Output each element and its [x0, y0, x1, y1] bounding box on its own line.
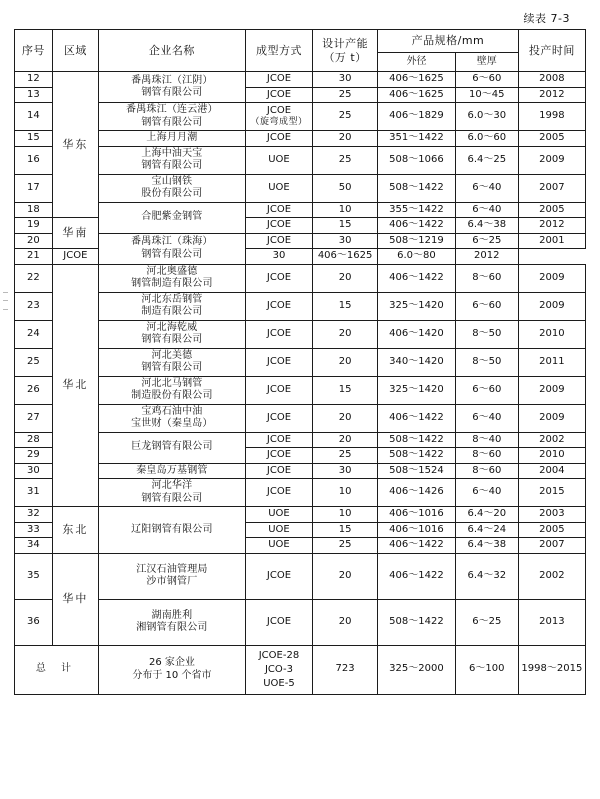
header-region: 区域 — [52, 30, 98, 72]
cell-start-year: 2011 — [518, 348, 585, 376]
cell-company: 番禺珠江（江阴） 钢管有限公司 — [98, 72, 245, 103]
cell-start-year: 2007 — [518, 538, 585, 554]
cell-no: 25 — [15, 348, 53, 376]
table-header-row — [15, 30, 586, 53]
cell-outer-diameter: 406～1422 — [378, 553, 456, 599]
header-wall-thickness: 壁厚 — [455, 53, 518, 72]
cell-no: 36 — [15, 599, 53, 645]
cell-forming: UOE — [245, 538, 312, 554]
cell-no: 31 — [15, 479, 53, 507]
cell-forming: JCOE — [245, 479, 312, 507]
table-row — [15, 202, 586, 218]
cell-no: 18 — [15, 202, 53, 218]
cell-no: 33 — [15, 522, 53, 538]
cell-company: 江汉石油管理局 沙市钢管厂 — [98, 553, 245, 599]
cell-outer-diameter: 406～1422 — [378, 218, 456, 234]
cell-wall-thickness: 6.0～80 — [378, 249, 456, 265]
cell-company: 湖南胜利 湘钢管有限公司 — [98, 599, 245, 645]
cell-outer-diameter: 406～1625 — [378, 72, 456, 88]
table-row — [15, 320, 586, 348]
cell-company: 河北北马钢管 制造股份有限公司 — [98, 376, 245, 404]
cell-start-year: 2015 — [518, 479, 585, 507]
cell-start-year: 2005 — [518, 131, 585, 147]
cell-company: 巨龙钢管有限公司 — [98, 432, 245, 463]
cell-no: 35 — [15, 553, 53, 599]
cell-forming: JCOE — [245, 202, 312, 218]
total-label: 总 计 — [15, 645, 99, 694]
header-spec-group: 产品规格/mm — [378, 30, 519, 53]
header-outer-diameter: 外径 — [378, 53, 456, 72]
header-no: 序号 — [15, 30, 53, 72]
cell-no: 34 — [15, 538, 53, 554]
cell-company: 河北美德 钢管有限公司 — [98, 348, 245, 376]
cell-company: 番禺珠江（连云港） 钢管有限公司 — [98, 103, 245, 131]
cell-wall-thickness: 8～50 — [455, 320, 518, 348]
cell-region: 东北 — [52, 507, 98, 554]
cell-capacity: 30 — [313, 463, 378, 479]
table-row — [15, 233, 586, 249]
cell-start-year: 2009 — [518, 376, 585, 404]
header-capacity: 设计产能（万 t） — [313, 30, 378, 72]
table-row — [15, 479, 586, 507]
table-row — [15, 292, 586, 320]
cell-wall-thickness: 6.4～24 — [455, 522, 518, 538]
table-row — [15, 553, 586, 599]
cell-region: 华北 — [52, 264, 98, 507]
cell-start-year: 2001 — [518, 233, 585, 249]
cell-no: 20 — [15, 233, 53, 249]
cell-outer-diameter: 325～1420 — [378, 292, 456, 320]
cell-outer-diameter: 508～1422 — [378, 174, 456, 202]
total-forming: JCOE-28 JCO-3 UOE-5 — [245, 645, 312, 694]
cell-wall-thickness: 6.0～30 — [455, 103, 518, 131]
cell-forming: JCOE — [245, 376, 312, 404]
cell-region: 华南 — [52, 218, 98, 249]
table-row — [15, 404, 586, 432]
cell-capacity: 25 — [313, 538, 378, 554]
cell-region: 华东 — [52, 72, 98, 218]
cell-start-year: 2007 — [518, 174, 585, 202]
cell-start-year: 2005 — [518, 522, 585, 538]
cell-wall-thickness: 8～60 — [455, 463, 518, 479]
cell-outer-diameter: 406～1625 — [313, 249, 378, 265]
cell-start-year: 2013 — [518, 599, 585, 645]
cell-no: 21 — [15, 249, 53, 265]
continued-table-label: 续表 7-3 — [523, 12, 570, 25]
cell-capacity: 20 — [313, 599, 378, 645]
cell-wall-thickness: 8～60 — [455, 264, 518, 292]
cell-forming: JCOE — [52, 249, 98, 265]
cell-forming: UOE — [245, 174, 312, 202]
cell-outer-diameter: 406～1420 — [378, 320, 456, 348]
table-row — [15, 72, 586, 88]
table-row — [15, 376, 586, 404]
cell-outer-diameter: 406～1422 — [378, 404, 456, 432]
cell-capacity: 10 — [313, 479, 378, 507]
total-wall-thickness: 6～100 — [455, 645, 518, 694]
table-row — [15, 131, 586, 147]
cell-outer-diameter: 508～1219 — [378, 233, 456, 249]
cell-forming: JCOE — [245, 599, 312, 645]
cell-outer-diameter: 406～1422 — [378, 264, 456, 292]
cell-company: 河北华洋 钢管有限公司 — [98, 479, 245, 507]
cell-no: 15 — [15, 131, 53, 147]
cell-capacity: 15 — [313, 376, 378, 404]
cell-forming: JCOE — [245, 87, 312, 103]
cell-outer-diameter: 340～1420 — [378, 348, 456, 376]
cell-company: 宝鸡石油中油 宝世财（秦皇岛） — [98, 404, 245, 432]
cell-no: 28 — [15, 432, 53, 448]
cell-start-year: 2009 — [518, 292, 585, 320]
cell-start-year: 2002 — [518, 553, 585, 599]
cell-forming: JCOE — [245, 218, 312, 234]
table-total-row — [15, 645, 586, 694]
cell-forming: UOE — [245, 522, 312, 538]
cell-capacity: 10 — [313, 202, 378, 218]
cell-company: 上海月月潮 — [98, 131, 245, 147]
cell-capacity: 25 — [313, 87, 378, 103]
cell-no: 29 — [15, 448, 53, 464]
cell-start-year: 2009 — [518, 264, 585, 292]
cell-outer-diameter: 508～1422 — [378, 599, 456, 645]
cell-no: 27 — [15, 404, 53, 432]
table-row — [15, 103, 586, 131]
table-row — [15, 174, 586, 202]
table-row — [15, 463, 586, 479]
cell-forming: JCOE — [245, 463, 312, 479]
cell-forming: JCOE — [245, 348, 312, 376]
total-start-year: 1998～2015 — [518, 645, 585, 694]
cell-outer-diameter: 406～1422 — [378, 538, 456, 554]
total-capacity: 723 — [313, 645, 378, 694]
cell-company: 秦皇岛万基钢管 — [98, 463, 245, 479]
cell-forming: JCOE — [245, 404, 312, 432]
cell-capacity: 10 — [313, 507, 378, 523]
cell-wall-thickness: 6～60 — [455, 72, 518, 88]
cell-capacity: 20 — [313, 320, 378, 348]
cell-no: 13 — [15, 87, 53, 103]
cell-capacity: 20 — [313, 131, 378, 147]
table-row — [15, 507, 586, 523]
cell-company: 河北东岳钢管 制造有限公司 — [98, 292, 245, 320]
table-row — [15, 432, 586, 448]
scan-artifact-mark — [3, 300, 8, 301]
cell-forming: JCOE — [245, 448, 312, 464]
cell-wall-thickness: 6～60 — [455, 292, 518, 320]
cell-start-year: 2012 — [518, 87, 585, 103]
cell-no: 17 — [15, 174, 53, 202]
cell-capacity: 20 — [313, 432, 378, 448]
cell-capacity: 30 — [313, 72, 378, 88]
table-row — [15, 599, 586, 645]
table-row — [15, 348, 586, 376]
cell-capacity: 15 — [313, 218, 378, 234]
cell-outer-diameter: 508～1524 — [378, 463, 456, 479]
cell-start-year: 2003 — [518, 507, 585, 523]
cell-company: 河北海乾威 钢管有限公司 — [98, 320, 245, 348]
cell-forming: JCOE — [245, 131, 312, 147]
table-row — [15, 146, 586, 174]
cell-outer-diameter: 508～1422 — [378, 448, 456, 464]
cell-capacity: 25 — [313, 448, 378, 464]
cell-outer-diameter: 508～1066 — [378, 146, 456, 174]
cell-start-year: 2012 — [518, 218, 585, 234]
cell-wall-thickness: 6～40 — [455, 479, 518, 507]
cell-forming: JCOE （旋弯成型） — [245, 103, 312, 131]
cell-wall-thickness: 6.4～20 — [455, 507, 518, 523]
cell-start-year: 2010 — [518, 320, 585, 348]
cell-wall-thickness: 6～40 — [455, 174, 518, 202]
cell-no: 16 — [15, 146, 53, 174]
cell-capacity: 50 — [313, 174, 378, 202]
cell-capacity: 30 — [313, 233, 378, 249]
cell-forming: JCOE — [245, 292, 312, 320]
cell-capacity: 20 — [313, 348, 378, 376]
total-outer-diameter: 325～2000 — [378, 645, 456, 694]
cell-outer-diameter: 406～1625 — [378, 87, 456, 103]
cell-start-year: 2002 — [518, 432, 585, 448]
cell-no: 26 — [15, 376, 53, 404]
cell-wall-thickness: 6～40 — [455, 202, 518, 218]
cell-start-year: 2004 — [518, 463, 585, 479]
cell-forming: JCOE — [245, 432, 312, 448]
cell-no: 23 — [15, 292, 53, 320]
cell-wall-thickness: 6～40 — [455, 404, 518, 432]
cell-no: 12 — [15, 72, 53, 88]
cell-wall-thickness: 6～25 — [455, 233, 518, 249]
cell-wall-thickness: 6.4～38 — [455, 218, 518, 234]
cell-wall-thickness: 8～50 — [455, 348, 518, 376]
cell-wall-thickness: 6～25 — [455, 599, 518, 645]
cell-wall-thickness: 8～40 — [455, 432, 518, 448]
header-company: 企业名称 — [98, 30, 245, 72]
cell-wall-thickness: 6.4～38 — [455, 538, 518, 554]
cell-start-year: 2009 — [518, 404, 585, 432]
scan-artifact-mark — [3, 309, 8, 310]
cell-no: 14 — [15, 103, 53, 131]
cell-company: 合肥紫金钢管 — [98, 202, 245, 233]
cell-start-year: 1998 — [518, 103, 585, 131]
cell-company: 宝山钢铁 股份有限公司 — [98, 174, 245, 202]
cell-no: 24 — [15, 320, 53, 348]
pipe-mill-table — [14, 29, 586, 695]
cell-wall-thickness: 8～60 — [455, 448, 518, 464]
cell-forming: JCOE — [245, 233, 312, 249]
total-company: 26 家企业 分布于 10 个省市 — [98, 645, 245, 694]
cell-no: 22 — [15, 264, 53, 292]
cell-capacity: 20 — [313, 264, 378, 292]
cell-capacity: 25 — [313, 146, 378, 174]
cell-region: 华中 — [52, 553, 98, 645]
cell-wall-thickness: 10～45 — [455, 87, 518, 103]
cell-no: 30 — [15, 463, 53, 479]
cell-wall-thickness: 6.0～60 — [455, 131, 518, 147]
cell-capacity: 20 — [313, 404, 378, 432]
cell-wall-thickness: 6～60 — [455, 376, 518, 404]
cell-capacity: 25 — [313, 103, 378, 131]
cell-no: 32 — [15, 507, 53, 523]
header-forming: 成型方式 — [245, 30, 312, 72]
cell-company: 河北奥盛德 钢管制造有限公司 — [98, 264, 245, 292]
cell-start-year: 2010 — [518, 448, 585, 464]
cell-outer-diameter: 355～1422 — [378, 202, 456, 218]
cell-forming: UOE — [245, 507, 312, 523]
cell-outer-diameter: 351～1422 — [378, 131, 456, 147]
scan-artifact-mark — [3, 292, 8, 293]
cell-forming: JCOE — [245, 553, 312, 599]
cell-capacity: 15 — [313, 522, 378, 538]
cell-outer-diameter: 508～1422 — [378, 432, 456, 448]
cell-outer-diameter: 406～1016 — [378, 522, 456, 538]
table-row — [15, 264, 586, 292]
cell-forming: JCOE — [245, 72, 312, 88]
cell-outer-diameter: 406～1016 — [378, 507, 456, 523]
cell-outer-diameter: 406～1829 — [378, 103, 456, 131]
cell-start-year: 2012 — [455, 249, 518, 265]
cell-forming: JCOE — [245, 264, 312, 292]
cell-no: 19 — [15, 218, 53, 234]
cell-capacity: 15 — [313, 292, 378, 320]
cell-wall-thickness: 6.4～32 — [455, 553, 518, 599]
cell-wall-thickness: 6.4～25 — [455, 146, 518, 174]
cell-start-year: 2008 — [518, 72, 585, 88]
cell-company: 番禺珠江（珠海） 钢管有限公司 — [98, 233, 245, 264]
cell-capacity: 30 — [245, 249, 312, 265]
cell-forming: UOE — [245, 146, 312, 174]
cell-forming: JCOE — [245, 320, 312, 348]
cell-start-year: 2009 — [518, 146, 585, 174]
cell-outer-diameter: 325～1420 — [378, 376, 456, 404]
cell-start-year: 2005 — [518, 202, 585, 218]
cell-capacity: 20 — [313, 553, 378, 599]
cell-company: 上海中油天宝 钢管有限公司 — [98, 146, 245, 174]
cell-outer-diameter: 406～1426 — [378, 479, 456, 507]
cell-company: 辽阳钢管有限公司 — [98, 507, 245, 554]
header-start-year: 投产时间 — [518, 30, 585, 72]
